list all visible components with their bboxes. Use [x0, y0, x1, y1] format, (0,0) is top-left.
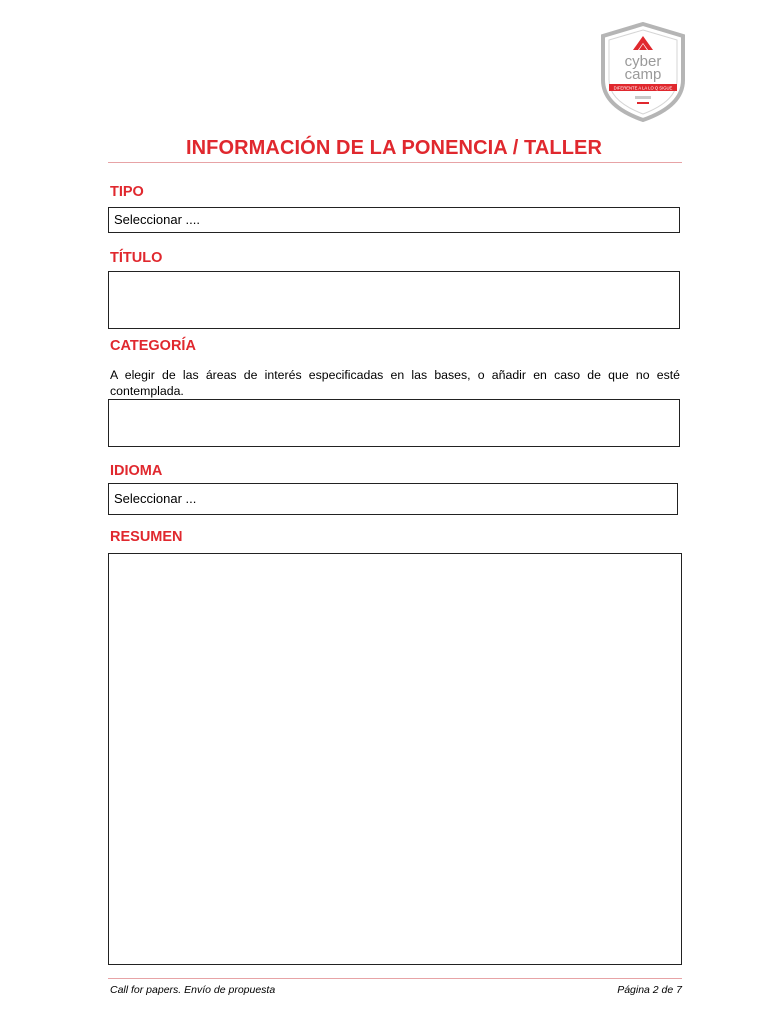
idioma-select[interactable]: [108, 483, 678, 515]
footer-divider: [108, 978, 682, 979]
titulo-field-value: [109, 272, 679, 276]
footer-page-number: Página 2 de 7: [617, 984, 682, 996]
section-label-idioma: IDIOMA: [110, 463, 163, 479]
section-label-categoria: CATEGORÍA: [110, 338, 196, 354]
section-label-titulo: TÍTULO: [110, 250, 163, 266]
tipo-select[interactable]: [108, 207, 680, 233]
cybercamp-logo: [595, 22, 691, 122]
tipo-select-value: Seleccionar ....: [114, 212, 200, 227]
categoria-description: A elegir de las áreas de interés especificadas en las bases, o añadir en caso de que no esté contemplada.: [110, 368, 680, 398]
titulo-field[interactable]: [108, 271, 680, 329]
footer-document-title: Call for papers. Envío de propuesta: [110, 984, 276, 996]
page-title: INFORMACIÓN DE LA PONENCIA / TALLER: [185, 137, 603, 159]
section-label-tipo: TIPO: [110, 184, 144, 200]
logo-tagline: DIFERENTE A LA LO Q SIGUE: [613, 85, 673, 91]
logo-word-camp: camp: [624, 66, 662, 83]
categoria-field-value: [109, 400, 679, 404]
logo-word-cyber: cyber: [624, 53, 662, 70]
categoria-field[interactable]: [108, 399, 680, 447]
idioma-select-value: Seleccionar ...: [114, 491, 197, 506]
section-label-resumen: RESUMEN: [110, 529, 183, 545]
title-divider: [108, 162, 682, 163]
resumen-field[interactable]: [108, 553, 682, 965]
resumen-field-value: [109, 554, 681, 558]
